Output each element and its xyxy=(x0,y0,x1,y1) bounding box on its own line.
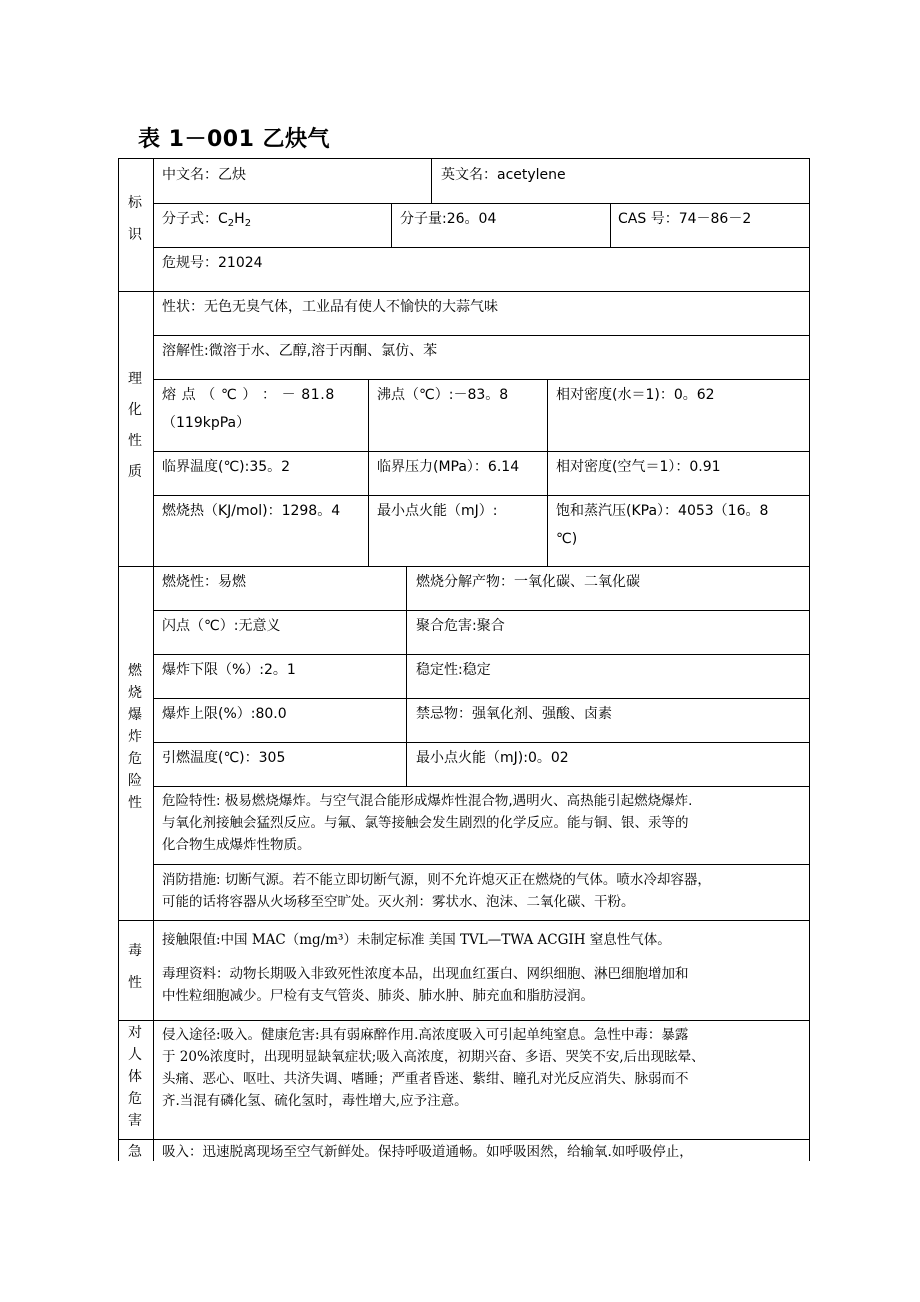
lower-explosion-limit: 爆炸下限（%）:2。1 xyxy=(162,662,296,678)
min-ignition-energy: 最小点火能（mJ):0。02 xyxy=(416,750,569,766)
solubility: 溶解性:微溶于水、乙醇,溶于丙酮、氯仿、苯 xyxy=(162,343,438,359)
rule xyxy=(153,654,810,655)
molecular-formula: 分子式：$C_2H_2$ xyxy=(162,211,252,229)
relative-density-air: 相对密度(空气＝1）：0.91 xyxy=(556,459,721,475)
rule xyxy=(118,1020,810,1021)
english-name: 英文名：acetylene xyxy=(441,167,566,183)
category-fire-explosion: 燃 烧 爆 炸 危 险 性 xyxy=(128,663,142,811)
rule xyxy=(391,203,392,247)
incompatible-materials: 禁忌物：强氧化剂、强酸、卤素 xyxy=(416,706,612,722)
category-human-hazard: 对 人 体 危 害 xyxy=(128,1025,142,1129)
appearance: 性状：无色无臭气体，工业品有使人不愉快的大蒜气味 xyxy=(162,299,498,315)
toxicology-data: 毒理资料：动物长期吸入非致死性浓度本品，出现血红蛋白、网织细胞、淋巴细胞增加和 中性粒细胞减少。尸检有支气管炎、肺炎、肺水肿、肺充血和脂肪浸润。 xyxy=(162,966,689,1004)
rule xyxy=(547,379,548,566)
category-first-aid: 急 xyxy=(128,1144,142,1160)
rule xyxy=(118,291,810,292)
flash-point: 闪点（℃）:无意义 xyxy=(162,618,281,634)
category-toxicity: 毒 性 xyxy=(128,943,142,991)
rule xyxy=(153,379,810,380)
critical-pressure: 临界压力(MPa）：6.14 xyxy=(377,459,520,475)
rule xyxy=(153,610,810,611)
health-hazard: 侵入途径:吸入。健康危害:具有弱麻醉作用.高浓度吸入可引起单纯窒息。急性中毒：暴露 于 20%浓度时，出现明显缺氧症状;吸入高浓度，初期兴奋、多语、哭笑不安,后出现眩晕、 头痛、恶心、呕吐、共济失调、嗜睡；严重者昏迷、紫绀、瞳孔对光反应消失、脉弱而不 齐.当混有磷化氢、硫化氢时，毒性增大,应予注意。 xyxy=(162,1027,705,1109)
rule xyxy=(118,920,810,921)
relative-density-water: 相对密度(水＝1)：0。62 xyxy=(556,387,715,403)
rule xyxy=(431,158,432,203)
category-identification: 标 识 xyxy=(128,195,142,243)
category-physicochemical: 理 化 性 质 xyxy=(128,371,142,480)
firefighting-measures: 消防措施: 切断气源。若不能立即切断气源，则不允许熄灭正在燃烧的气体。喷水冷却容器， 可能的话将容器从火场移至空旷处。灭火剂：雾状水、泡沫、二氧化碳、干粉。 xyxy=(162,872,711,910)
rule xyxy=(118,158,810,159)
flammability: 燃烧性：易燃 xyxy=(162,574,246,590)
rule xyxy=(153,247,810,248)
rule xyxy=(153,786,810,787)
autoignition-temperature: 引燃温度(℃)：305 xyxy=(162,750,286,766)
rule xyxy=(809,158,810,1161)
page-title: 表 1－001 乙炔气 xyxy=(138,127,331,152)
minimum-ignition-energy: 最小点火能（mJ）: xyxy=(377,503,498,519)
melting-point: 熔 点 （ ℃ ） ： － 81.8 （119kpPa） xyxy=(162,387,335,431)
vapor-pressure: 饱和蒸汽压(KPa）：4053（16。8 ℃) xyxy=(556,503,769,547)
rule xyxy=(118,158,119,1161)
rule xyxy=(368,379,369,566)
critical-temperature: 临界温度(℃):35。2 xyxy=(162,459,291,475)
rule xyxy=(153,742,810,743)
rule xyxy=(118,566,810,567)
stability: 稳定性:稳定 xyxy=(416,662,491,678)
molecular-weight: 分子量:26。04 xyxy=(400,211,497,227)
rule xyxy=(153,158,154,1161)
exposure-limits: 接触限值:中国 MAC（mg/m³）未制定标准 美国 TVL—TWA ACGIH 窒息性气体。 xyxy=(162,932,671,948)
rule xyxy=(153,698,810,699)
cas-number: CAS 号：74－86－2 xyxy=(618,211,752,227)
combustion-heat: 燃烧热（KJ/mol)：1298。4 xyxy=(162,503,341,519)
rule xyxy=(153,335,810,336)
hazard-number: 危规号：21024 xyxy=(162,255,263,271)
rule xyxy=(153,203,810,204)
boiling-point: 沸点（℃）:－83。8 xyxy=(377,387,509,403)
rule xyxy=(153,451,810,452)
decomposition-products: 燃烧分解产物：一氧化碳、二氧化碳 xyxy=(416,574,640,590)
rule xyxy=(406,566,407,786)
rule xyxy=(610,203,611,247)
upper-explosion-limit: 爆炸上限(%）:80.0 xyxy=(162,706,287,722)
hazard-characteristics: 危险特性: 极易燃烧爆炸。与空气混合能形成爆炸性混合物,遇明火、高热能引起燃烧爆炸. 与氧化剂接触会猛烈反应。与氟、氯等接触会发生剧烈的化学反应。能与铜、银、汞等的 化合物生成爆炸性物质。 xyxy=(162,793,693,853)
first-aid-inhalation: 吸入：迅速脱离现场至空气新鲜处。保持呼吸道通畅。如呼吸困然，给输氧.如呼吸停止， xyxy=(162,1144,693,1160)
chinese-name: 中文名：乙炔 xyxy=(162,167,246,183)
polymerization-hazard: 聚合危害:聚合 xyxy=(416,618,505,634)
rule xyxy=(153,495,810,496)
rule xyxy=(118,1139,810,1140)
rule xyxy=(153,864,810,865)
